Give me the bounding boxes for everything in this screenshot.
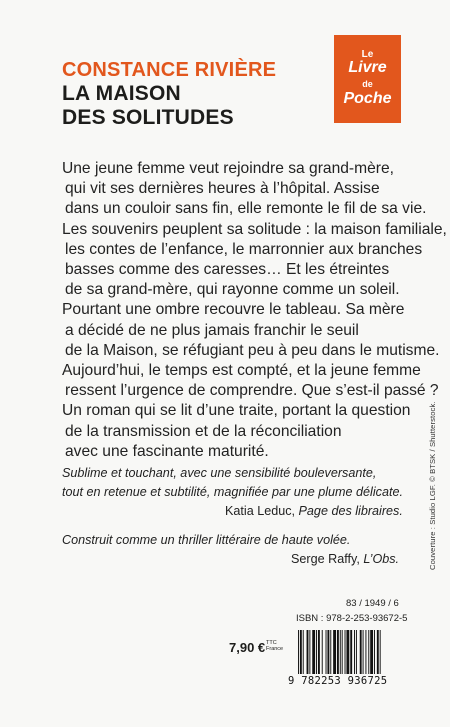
logo-line-2: Livre <box>348 59 387 76</box>
quote-author: Katia Leduc, <box>225 504 296 518</box>
barcode-bar <box>368 630 369 674</box>
quote-author: Serge Raffy, <box>291 552 360 566</box>
quote-source: Page des libraires. <box>298 504 403 518</box>
barcode-bar <box>307 630 309 674</box>
blurb-line: Pourtant une ombre recouvre le tableau. Sa mère <box>62 301 405 319</box>
quote-attribution-1 <box>225 504 403 518</box>
blurb-line: Aujourd’hui, le temps est compté, et la jeune femme <box>62 362 421 380</box>
quote-source: L’Obs. <box>363 552 400 566</box>
barcode-bar <box>318 630 320 674</box>
barcode-bar <box>316 630 317 674</box>
book-title <box>62 82 234 130</box>
barcode-digits: 9 782253 936725 <box>288 675 388 687</box>
blurb-line: dans un couloir sans fin, elle remonte le fil de sa vie. <box>65 200 427 218</box>
barcode-bar <box>380 630 381 674</box>
barcode-bar <box>360 630 362 674</box>
barcode-bar <box>356 630 357 674</box>
cover-credits: Couverture : Studio LGF. © BTSK / Shutterstock. <box>428 401 437 570</box>
barcode-bar <box>346 630 349 674</box>
blurb-line: qui vit ses dernières heures à l’hôpital. Assise <box>65 180 380 198</box>
barcode-bar <box>345 630 346 674</box>
blurb-line: a décidé de ne plus jamais franchir le seuil <box>65 321 359 339</box>
barcode-bar <box>354 630 355 674</box>
blurb-text <box>62 159 447 462</box>
barcode-bar <box>370 630 373 674</box>
country-label: France <box>266 646 284 652</box>
press-quote-1 <box>62 464 403 502</box>
barcode-bar <box>377 630 379 674</box>
barcode-bar <box>298 630 299 674</box>
barcode-bar <box>327 630 329 674</box>
quote-line: Sublime et touchant, avec une sensibilité bouleversante, <box>62 466 377 480</box>
logo-line-4: Poche <box>343 90 392 107</box>
price: 7,90 € <box>229 640 266 655</box>
isbn: ISBN : 978-2-253-93672-5 <box>296 613 408 624</box>
author-name: CONSTANCE RIVIÈRE <box>62 59 277 81</box>
barcode-bar <box>333 630 336 674</box>
barcode-bar <box>374 630 375 674</box>
blurb-line: de sa grand-mère, qui rayonne comme un soleil. <box>65 281 400 299</box>
title-line-2: DES SOLITUDES <box>62 106 234 129</box>
blurb-line: Une jeune femme veut rejoindre sa grand-mère, <box>62 160 394 177</box>
press-quote-2 <box>62 531 350 550</box>
quote-line: Construit comme un thriller littéraire de haute volée. <box>62 533 351 547</box>
blurb-line: avec une fascinante maturité. <box>65 442 269 460</box>
barcode-bar <box>363 630 364 674</box>
price-tax-note <box>266 640 283 652</box>
barcode-bar <box>326 630 327 674</box>
barcode <box>296 630 412 676</box>
barcode-bar <box>312 630 315 674</box>
quote-attribution-2 <box>291 552 399 566</box>
blurb-line: Les souvenirs peuplent sa solitude : la maison familiale, <box>62 220 447 238</box>
barcode-bar <box>350 630 352 674</box>
publisher-logo <box>334 35 401 123</box>
quote-line: tout en retenue et subtilité, magnifiée par une plume délicate. <box>62 485 403 499</box>
blurb-line: ressent l’urgence de comprendre. Que s’est-il passé ? <box>65 382 439 400</box>
barcode-bar <box>342 630 343 674</box>
blurb-line: de la transmission et de la réconciliation <box>65 422 342 440</box>
barcode-bar <box>340 630 341 674</box>
barcode-bar <box>365 630 366 674</box>
barcode-bar <box>337 630 339 674</box>
blurb-line: basses comme des caresses… Et les étreintes <box>65 261 390 279</box>
blurb-line: Un roman qui se lit d’une traite, portant la question <box>62 402 411 420</box>
barcode-bar <box>300 630 302 674</box>
logo-line-1: Le <box>361 49 374 60</box>
barcode-bar <box>330 630 331 674</box>
blurb-line: les contes de l’enfance, le marronnier aux branches <box>65 240 423 258</box>
ref-code: 83 / 1949 / 6 <box>346 598 399 609</box>
logo-line-3: de <box>362 79 373 89</box>
ttc-label: TTC <box>266 640 277 646</box>
barcode-bar <box>322 630 323 674</box>
barcode-bar <box>303 630 304 674</box>
title-line-1: LA MAISON <box>62 82 181 105</box>
blurb-line: de la Maison, se réfugiant peu à peu dans le mutisme. <box>65 341 440 359</box>
barcode-bar <box>309 630 310 674</box>
